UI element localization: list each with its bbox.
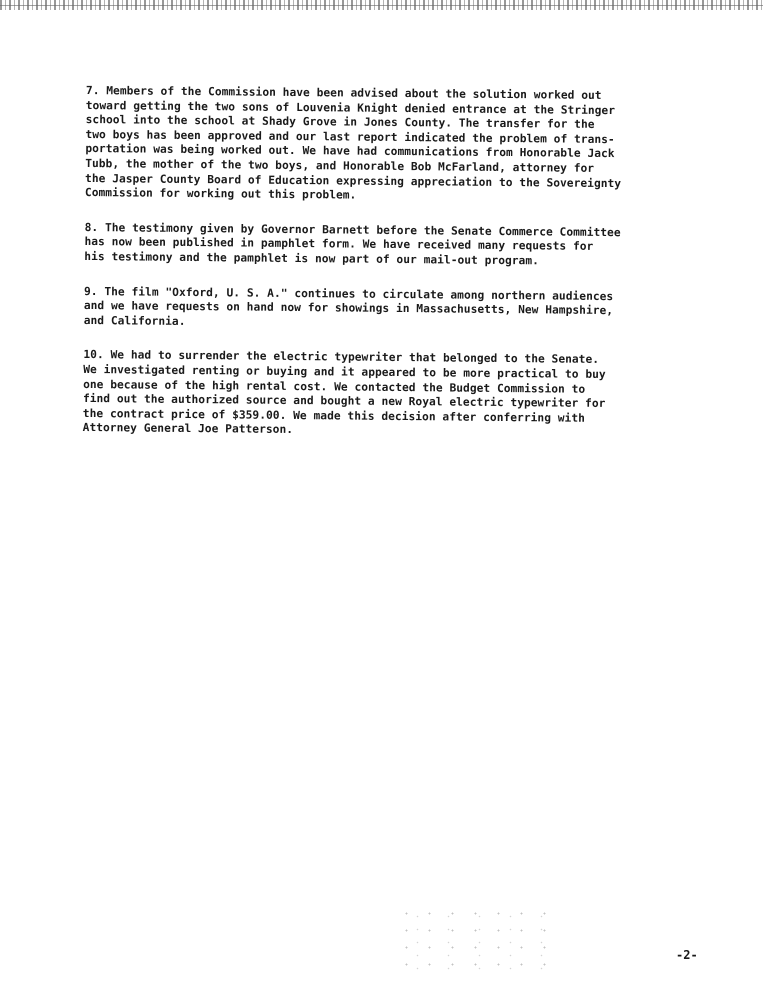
scan-top-line <box>0 5 763 6</box>
paragraph-8: 8. The testimony given by Governor Barnett before the Senate Commerce Committee has now been published in pamphlet form. We have received many requests for his testimony and the pamphlet is now part of our mail-out program. <box>84 220 621 268</box>
paragraph-7: 7. Members of the Commission have been advised about the solution worked out toward getting the two sons of Louvenia Knight denied entrance at the Stringer school into the school at Shady Grove in Jones County. The transfer for the two boys has been approved and our last report indicated the problem of trans- portation was being worked out. We have had communications from Honorable Jack Tubb, the mother of the two boys, and Honorable Bob McFarland, attorney for the Jasper County Board of Education expressing appreciation to the Sovereignty Commission for working out this problem. <box>84 84 622 202</box>
page-number: -2- <box>676 948 698 962</box>
paragraph-9: 9. The film "Oxford, U. S. A." continues to circulate among northern audiences and we have requests on hand now for showings in Massachusetts, New Hampshire, and California. <box>83 284 614 328</box>
paragraph-10: 10. We had to surrender the electric typewriter that belonged to the Senate. We investigated renting or buying and it appeared to be more practical to buy one because of the high rental cost. We contacted the Budget Commission to find out the authorized source and bought a new Royal electric typewriter for the contract price of $359.00. We made this decision after conferring with Attorney General Joe Patterson. <box>82 348 606 437</box>
document-body <box>82 84 691 462</box>
scan-noise <box>395 905 555 975</box>
